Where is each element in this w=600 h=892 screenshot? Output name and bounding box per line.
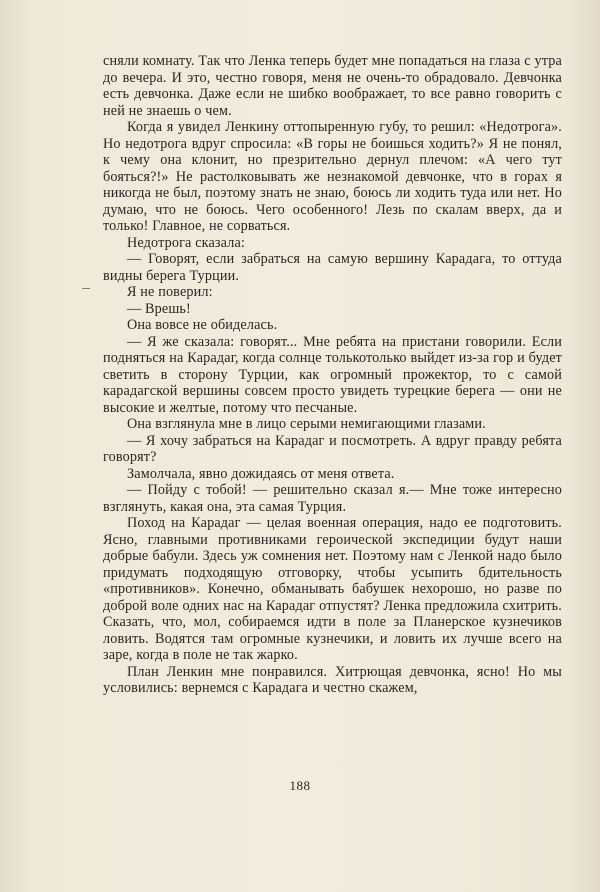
paragraph-5: Я не поверил:: [127, 284, 213, 300]
paragraph-6: — Врешь!: [127, 300, 191, 317]
page-number: 188: [289, 778, 311, 793]
paragraph-13: Поход на Карадаг — целая военная операция, надо ее подготовить. Ясно, главными противниками героической экспедиции будут наши добрые бабули. Здесь уж сомнения нет. Поэтому нам с Ленкой надо было придумать подходящую отговорку, чтобы усыпить бдительность «противников». Конечно, обманывать бабушек нехорошо, но разве по доброй воле одних нас на Карадаг отпустят? Ленка предложила схитрить. Сказать, что, мол, собираемся идти в поле за Планерское кузнечиков ловить. Водятся там огромные кузнечики, и ловить их лучше всего на заре, когда в поле не так жарко.: [103, 515, 562, 663]
margin-mark: [82, 288, 90, 289]
paragraph-11: Замолчала, явно дожидаясь от меня ответа.: [127, 465, 395, 482]
paragraph-3: Недотрога сказала:: [127, 234, 246, 251]
paragraph-12: — Пойду с тобой! — решительно сказал я.— Мне тоже интересно взглянуть, какая она, эта самая Турция.: [103, 482, 562, 515]
paragraph-2: Когда я увидел Ленкину оттопыренную губу, то решил: «Недотрога». Но недотрога вдруг спросила: «В горы не боишься ходить?» Я не понял, к чему она клонит, но презрительно дернул плечом: «А чего тут бояться?!» Не растолковывать же незнакомой девчонке, что в горах я никогда не был, поэтому знать не знаю, боюсь ли ходить туда или нет. Но думаю, что не боюсь. Чего особенного! Лезь по скалам вверх, да и только! Главное, не сорваться.: [103, 119, 562, 234]
paragraph-14: План Ленкин мне понравился. Хитрющая девчонка, ясно! Но мы условились: вернемся с Карадага и честно скажем,: [103, 663, 562, 696]
paragraph-8: — Я же сказала: говорят... Мне ребята на пристани говорили. Если подняться на Карадаг, когда солнце толькотолько выйдет из-за гор и будет светить в сторону Турции, как огромный прожектор, то с самой карадагской вершины совсем просто увидеть турецкие берега — они не высокие и желтые, потому что песчаные.: [103, 333, 562, 416]
page-text: [103, 53, 562, 697]
paragraph-9: Она взглянула мне в лицо серыми немигающими глазами.: [127, 416, 486, 432]
paragraph-10: — Я хочу забраться на Карадаг и посмотреть. А вдруг правду ребята говорят?: [103, 432, 562, 465]
paragraph-1: сняли комнату. Так что Ленка теперь будет мне попадаться на глаза с утра до вечера. И это, честно говоря, меня не очень-то обрадовало. Девчонка есть девчонка. Даже если не шибко воображает, то все равно говорить с ней не знаешь о чем.: [103, 53, 562, 119]
paragraph-7: Она вовсе не обиделась.: [127, 317, 278, 333]
paragraph-4: — Говорят, если забраться на самую вершину Карадага, то оттуда видны берега Турции.: [103, 251, 562, 284]
